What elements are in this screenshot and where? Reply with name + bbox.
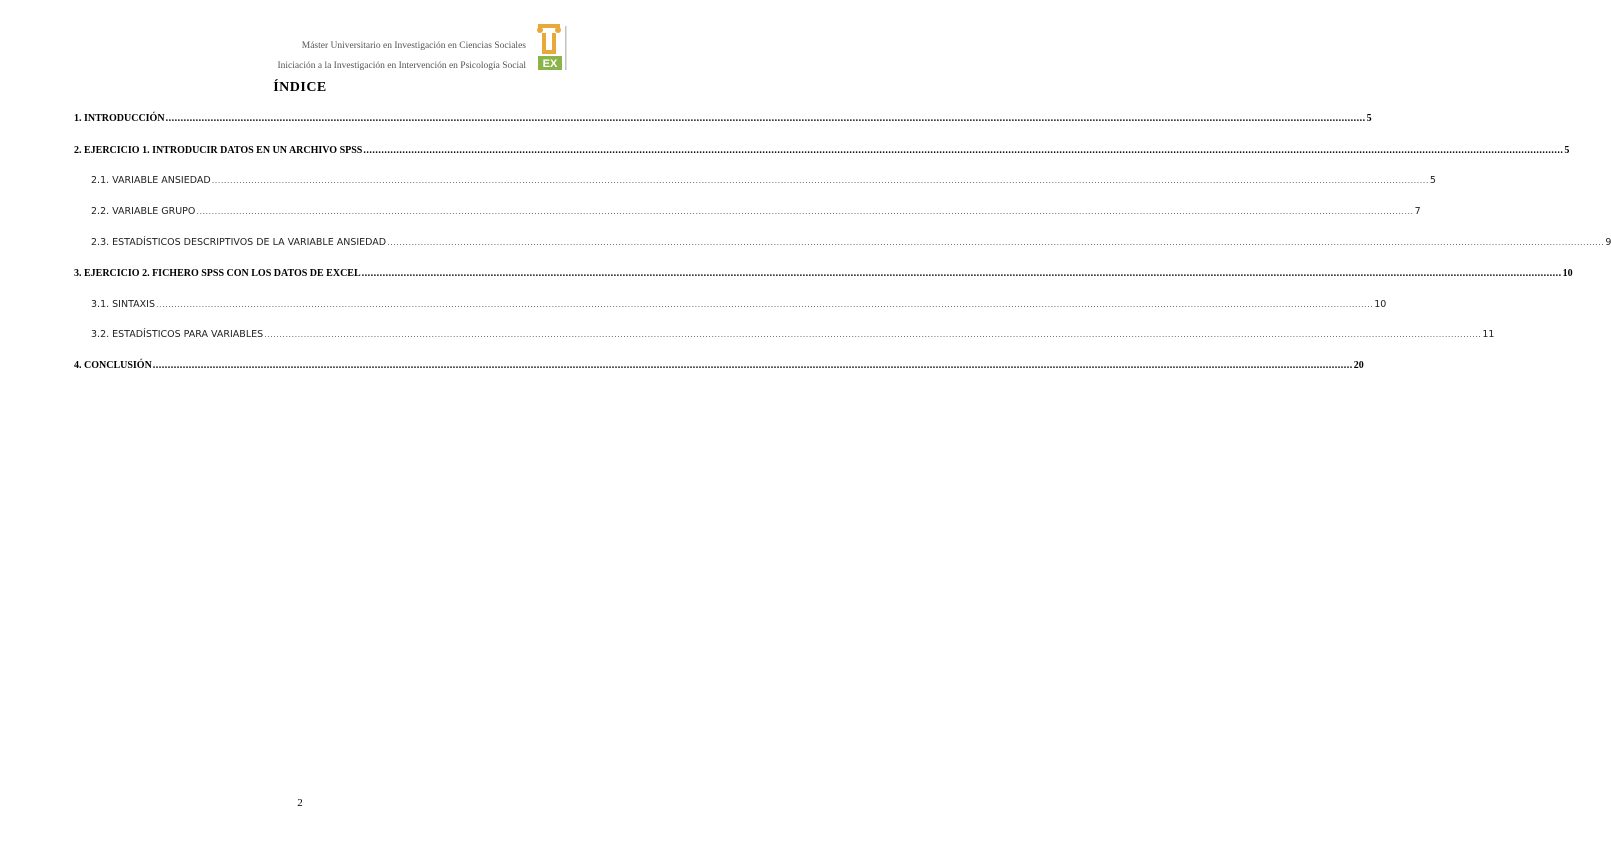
toc-dot-leader: ................................................................................................................................................................................................................................................................................................................................................................................................................ [363, 145, 1564, 156]
toc-entry-label: 2.2. VARIABLE GRUPO [91, 206, 196, 217]
toc-entry[interactable] [91, 237, 1611, 255]
toc-dot-leader: ................................................................................................................................................................................................................................................................................................................................................................................................................ [387, 238, 1605, 247]
logo-side-text [565, 26, 567, 70]
toc-dot-leader: ................................................................................................................................................................................................................................................................................................................................................................................................................ [152, 360, 1353, 371]
university-logo [534, 20, 576, 76]
toc-entry-label: 1. INTRODUCCIÓN [74, 113, 165, 124]
toc-entry[interactable] [91, 206, 1421, 224]
toc-entry-label: 3.2. ESTADÍSTICOS PARA VARIABLES [91, 329, 264, 340]
toc-entry-label: 2. EJERCICIO 1. INTRODUCIR DATOS EN UN ARCHIVO SPSS [74, 145, 363, 156]
header-line-1: Máster Universitario en Investigación en Ciencias Sociales [301, 41, 526, 51]
toc-entry-page: 7 [1414, 206, 1421, 217]
toc-dot-leader: ................................................................................................................................................................................................................................................................................................................................................................................................................ [156, 300, 1374, 309]
toc-entry-page: 11 [1482, 329, 1495, 340]
header-line-2: Iniciación a la Investigación en Intervención en Psicología Social [277, 61, 526, 71]
toc-entry[interactable] [74, 268, 1573, 286]
toc-entry-label: 4. CONCLUSIÓN [74, 360, 152, 371]
logo-ex-text: EX [542, 58, 558, 70]
toc-entry[interactable] [91, 175, 1436, 193]
toc-entry-page: 5 [1564, 145, 1570, 156]
toc-entry-page: 9 [1605, 237, 1611, 248]
toc-entry-label: 2.1. VARIABLE ANSIEDAD [91, 175, 211, 186]
toc-entry-label: 3. EJERCICIO 2. FICHERO SPSS CON LOS DATOS DE EXCEL [74, 268, 361, 279]
toc-dot-leader: ................................................................................................................................................................................................................................................................................................................................................................................................................ [196, 207, 1414, 216]
logo-volute-left [537, 27, 543, 33]
toc-dot-leader: ................................................................................................................................................................................................................................................................................................................................................................................................................ [264, 330, 1482, 339]
toc-entry[interactable] [74, 360, 1364, 378]
toc-dot-leader: ................................................................................................................................................................................................................................................................................................................................................................................................................ [165, 113, 1366, 124]
toc-entry-page: 5 [1366, 113, 1372, 124]
toc-entry[interactable] [74, 145, 1570, 163]
toc-entry-page: 10 [1562, 268, 1573, 279]
toc-entry-page: 20 [1353, 360, 1364, 371]
logo-shaft-base [542, 50, 556, 54]
logo-volute-right [555, 27, 561, 33]
toc-dot-leader: ................................................................................................................................................................................................................................................................................................................................................................................................................ [211, 176, 1429, 185]
toc-entry[interactable] [74, 113, 1372, 131]
toc-entry-label: 3.1. SINTAXIS [91, 299, 155, 310]
toc-entry-page: 5 [1429, 175, 1436, 186]
toc-entry[interactable] [91, 329, 1495, 347]
page-header [278, 36, 527, 76]
page-number: 2 [297, 797, 303, 809]
toc-entry[interactable] [91, 299, 1387, 317]
toc-entry-page: 10 [1374, 299, 1387, 310]
page-title: ÍNDICE [273, 80, 327, 95]
toc-dot-leader: ................................................................................................................................................................................................................................................................................................................................................................................................................ [361, 268, 1562, 279]
toc-entry-label: 2.3. ESTADÍSTICOS DESCRIPTIVOS DE LA VARIABLE ANSIEDAD [91, 237, 387, 248]
